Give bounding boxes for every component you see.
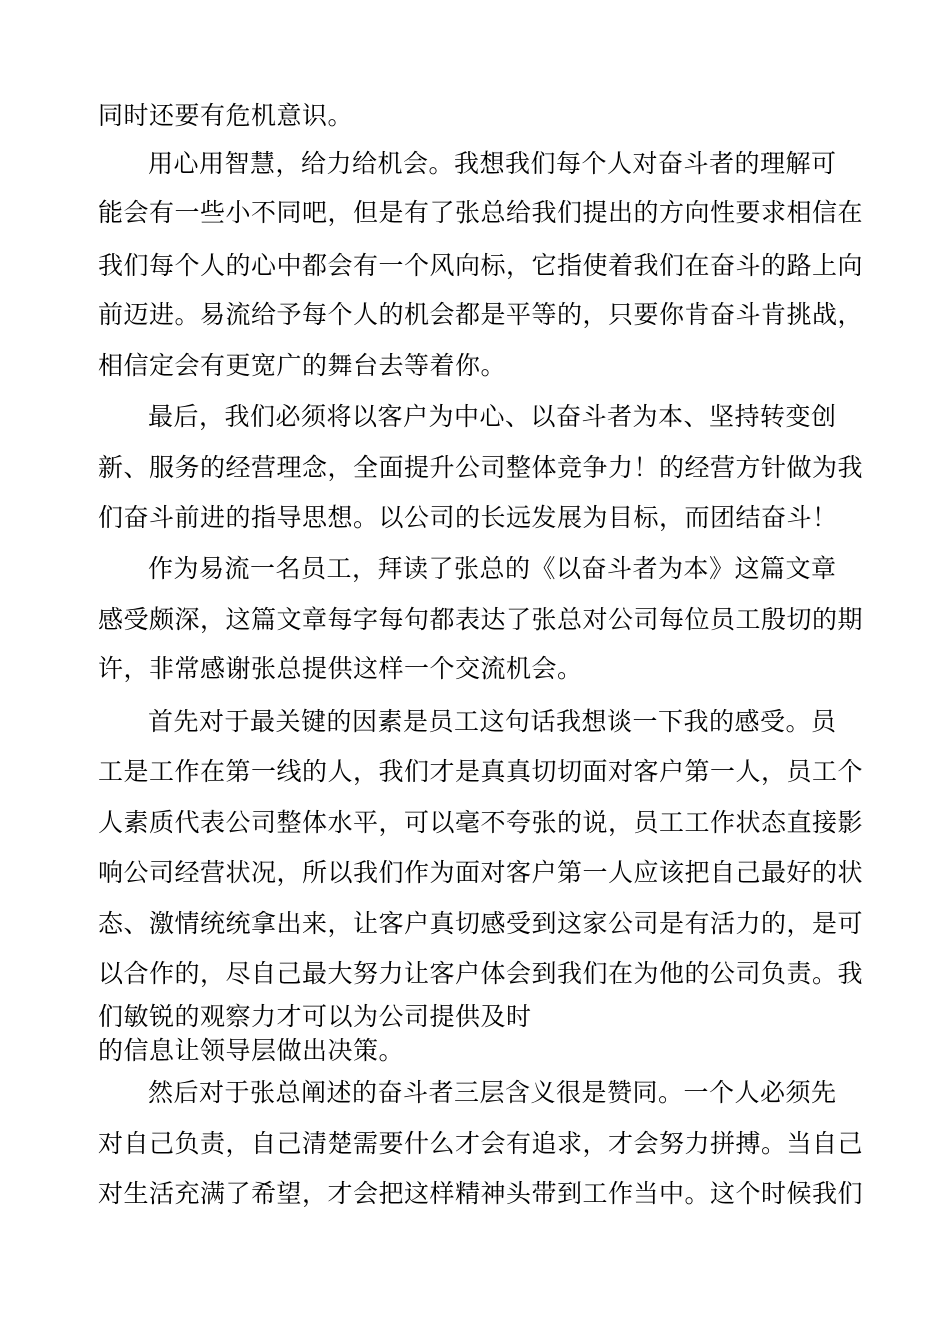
text-line: 能会有一些小不同吧，但是有了张总给我们提出的方向性要求相信在 [98, 198, 864, 227]
text-line: 态、激情统统拿出来，让客户真切感受到这家公司是有活力的，是可 [98, 909, 864, 938]
text-line: 首先对于最关键的因素是员工这句话我想谈一下我的感受。员 [148, 707, 837, 736]
text-line: 们敏锐的观察力才可以为公司提供及时 [98, 1002, 532, 1031]
text-line: 用心用智慧，给力给机会。我想我们每个人对奋斗者的理解可 [148, 149, 837, 178]
text-line: 们奋斗前进的指导思想。以公司的长远发展为目标，而团结奋斗！ [98, 503, 838, 532]
text-line: 前迈进。易流给予每个人的机会都是平等的，只要你肯奋斗肯挑战， [98, 300, 864, 329]
text-line: 许，非常感谢张总提供这样一个交流机会。 [98, 654, 583, 683]
text-line: 工是工作在第一线的人，我们才是真真切切面对客户第一人，员工个 [98, 757, 864, 786]
text-line: 然后对于张总阐述的奋斗者三层含义很是赞同。一个人必须先 [148, 1078, 837, 1107]
text-line: 对自己负责，自己清楚需要什么才会有追求，才会努力拼搏。当自己 [98, 1129, 864, 1158]
text-line: 我们每个人的心中都会有一个风向标，它指使着我们在奋斗的路上向 [98, 251, 864, 280]
text-line: 作为易流一名员工，拜读了张总的《以奋斗者为本》这篇文章 [148, 554, 837, 583]
text-line: 人素质代表公司整体水平，可以毫不夸张的说，员工工作状态直接影 [98, 808, 864, 837]
text-line: 对生活充满了希望，才会把这样精神头带到工作当中。这个时候我们 [98, 1179, 864, 1208]
text-line: 感受颇深，这篇文章每字每句都表达了张总对公司每位员工殷切的期 [98, 605, 864, 634]
text-line: 同时还要有危机意识。 [98, 101, 354, 130]
text-line: 响公司经营状况，所以我们作为面对客户第一人应该把自己最好的状 [98, 858, 864, 887]
text-line: 新、服务的经营理念，全面提升公司整体竞争力！的经营方针做为我 [98, 453, 864, 482]
text-line: 以合作的，尽自己最大努力让客户体会到我们在为他的公司负责。我 [98, 959, 864, 988]
text-line: 的信息让领导层做出决策。 [98, 1036, 405, 1065]
text-line: 最后，我们必须将以客户为中心、以奋斗者为本、坚持转变创 [148, 402, 837, 431]
text-line: 相信定会有更宽广的舞台去等着你。 [98, 351, 507, 380]
